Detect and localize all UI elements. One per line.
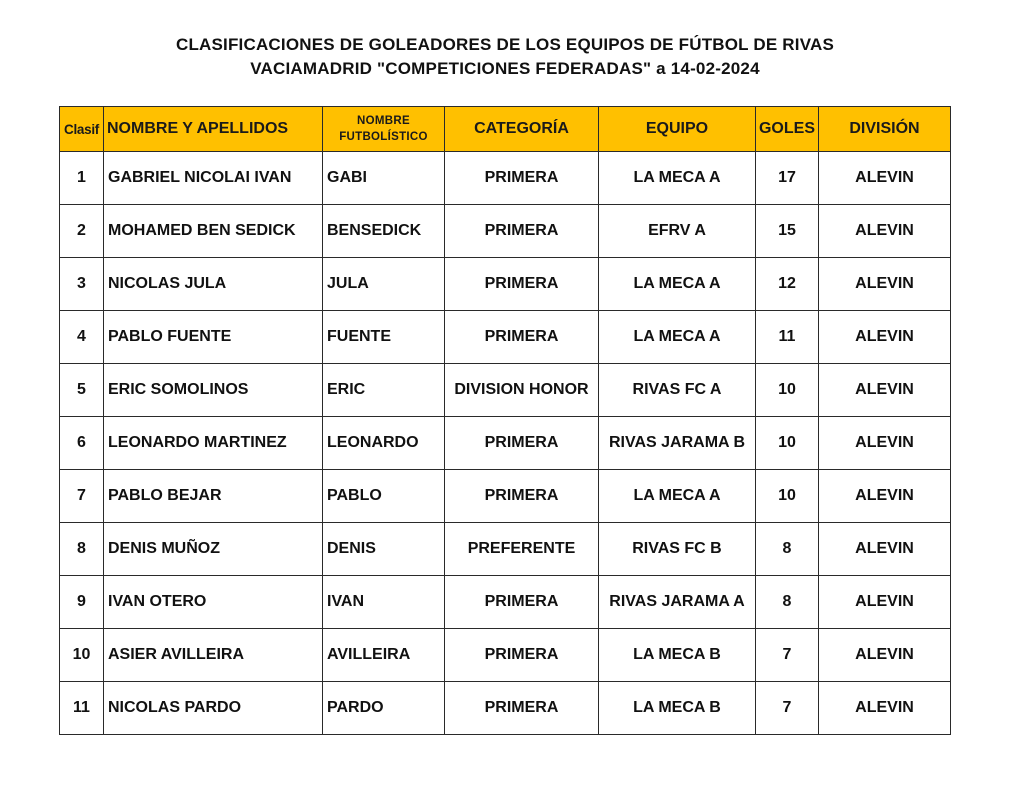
cell-equipo: RIVAS JARAMA B [599, 417, 756, 470]
cell-nombre: NICOLAS PARDO [104, 682, 323, 735]
header-clasif: Clasif [60, 107, 104, 152]
cell-division: ALEVIN [819, 417, 951, 470]
cell-equipo: LA MECA A [599, 311, 756, 364]
cell-clasif: 3 [60, 258, 104, 311]
cell-categoria: PRIMERA [445, 417, 599, 470]
cell-division: ALEVIN [819, 523, 951, 576]
cell-equipo: LA MECA B [599, 682, 756, 735]
cell-division: ALEVIN [819, 311, 951, 364]
cell-categoria: PRIMERA [445, 576, 599, 629]
table-row [60, 470, 951, 523]
cell-equipo: LA MECA A [599, 470, 756, 523]
cell-nombre-futbolistico: ERIC [323, 364, 445, 417]
document-title [0, 33, 1010, 81]
title-line-1: CLASIFICACIONES DE GOLEADORES DE LOS EQUIPOS DE FÚTBOL DE RIVAS [175, 35, 835, 54]
cell-nombre-futbolistico: PABLO [323, 470, 445, 523]
cell-clasif: 10 [60, 629, 104, 682]
cell-nombre: GABRIEL NICOLAI IVAN [104, 152, 323, 205]
table-row [60, 682, 951, 735]
cell-division: ALEVIN [819, 682, 951, 735]
cell-categoria: PRIMERA [445, 152, 599, 205]
header-division: DIVISIÓN [819, 107, 951, 152]
cell-division: ALEVIN [819, 258, 951, 311]
header-categoria: CATEGORÍA [445, 107, 599, 152]
cell-equipo: RIVAS FC B [599, 523, 756, 576]
header-futbolistico-line2: FUTBOLÍSTICO [339, 131, 428, 143]
cell-clasif: 6 [60, 417, 104, 470]
cell-goles: 17 [756, 152, 819, 205]
cell-equipo: EFRV A [599, 205, 756, 258]
table-row [60, 417, 951, 470]
cell-clasif: 11 [60, 682, 104, 735]
cell-division: ALEVIN [819, 152, 951, 205]
cell-categoria: PRIMERA [445, 629, 599, 682]
cell-goles: 15 [756, 205, 819, 258]
cell-clasif: 2 [60, 205, 104, 258]
cell-nombre-futbolistico: AVILLEIRA [323, 629, 445, 682]
header-goles: GOLES [756, 107, 819, 152]
table-row [60, 205, 951, 258]
cell-categoria: PRIMERA [445, 205, 599, 258]
cell-nombre-futbolistico: JULA [323, 258, 445, 311]
title-line-2: VACIAMADRID "COMPETICIONES FEDERADAS" a 14-02-2024 [250, 59, 760, 78]
cell-clasif: 8 [60, 523, 104, 576]
cell-nombre: MOHAMED BEN SEDICK [104, 205, 323, 258]
cell-goles: 10 [756, 417, 819, 470]
cell-nombre: ERIC SOMOLINOS [104, 364, 323, 417]
table-row [60, 311, 951, 364]
cell-nombre: NICOLAS JULA [104, 258, 323, 311]
table-row [60, 364, 951, 417]
cell-categoria: PRIMERA [445, 258, 599, 311]
cell-categoria: PRIMERA [445, 311, 599, 364]
cell-nombre-futbolistico: DENIS [323, 523, 445, 576]
cell-clasif: 9 [60, 576, 104, 629]
cell-nombre-futbolistico: FUENTE [323, 311, 445, 364]
header-nombre: NOMBRE Y APELLIDOS [104, 107, 323, 152]
cell-equipo: RIVAS FC A [599, 364, 756, 417]
cell-nombre: ASIER AVILLEIRA [104, 629, 323, 682]
header-nombre-futbolistico [323, 107, 445, 152]
table-header-row [60, 107, 951, 152]
cell-categoria: PRIMERA [445, 470, 599, 523]
cell-goles: 8 [756, 523, 819, 576]
cell-nombre: PABLO BEJAR [104, 470, 323, 523]
cell-division: ALEVIN [819, 629, 951, 682]
cell-goles: 12 [756, 258, 819, 311]
cell-equipo: RIVAS JARAMA A [599, 576, 756, 629]
cell-nombre: DENIS MUÑOZ [104, 523, 323, 576]
cell-clasif: 1 [60, 152, 104, 205]
cell-nombre-futbolistico: BENSEDICK [323, 205, 445, 258]
cell-division: ALEVIN [819, 364, 951, 417]
cell-goles: 10 [756, 364, 819, 417]
cell-clasif: 7 [60, 470, 104, 523]
cell-categoria: PREFERENTE [445, 523, 599, 576]
cell-equipo: LA MECA A [599, 152, 756, 205]
cell-division: ALEVIN [819, 470, 951, 523]
header-equipo: EQUIPO [599, 107, 756, 152]
cell-division: ALEVIN [819, 205, 951, 258]
cell-goles: 10 [756, 470, 819, 523]
cell-categoria: PRIMERA [445, 682, 599, 735]
header-futbolistico-line1: NOMBRE [357, 115, 410, 127]
cell-nombre-futbolistico: LEONARDO [323, 417, 445, 470]
cell-goles: 7 [756, 629, 819, 682]
cell-nombre: IVAN OTERO [104, 576, 323, 629]
cell-nombre-futbolistico: PARDO [323, 682, 445, 735]
table-row [60, 523, 951, 576]
table-row [60, 258, 951, 311]
cell-equipo: LA MECA A [599, 258, 756, 311]
cell-goles: 11 [756, 311, 819, 364]
cell-nombre-futbolistico: GABI [323, 152, 445, 205]
table-row [60, 629, 951, 682]
cell-division: ALEVIN [819, 576, 951, 629]
cell-nombre-futbolistico: IVAN [323, 576, 445, 629]
cell-clasif: 4 [60, 311, 104, 364]
table-row [60, 152, 951, 205]
cell-nombre: LEONARDO MARTINEZ [104, 417, 323, 470]
cell-goles: 7 [756, 682, 819, 735]
cell-clasif: 5 [60, 364, 104, 417]
cell-nombre: PABLO FUENTE [104, 311, 323, 364]
table-row [60, 576, 951, 629]
scorers-table [59, 106, 951, 735]
cell-goles: 8 [756, 576, 819, 629]
cell-categoria: DIVISION HONOR [445, 364, 599, 417]
cell-equipo: LA MECA B [599, 629, 756, 682]
